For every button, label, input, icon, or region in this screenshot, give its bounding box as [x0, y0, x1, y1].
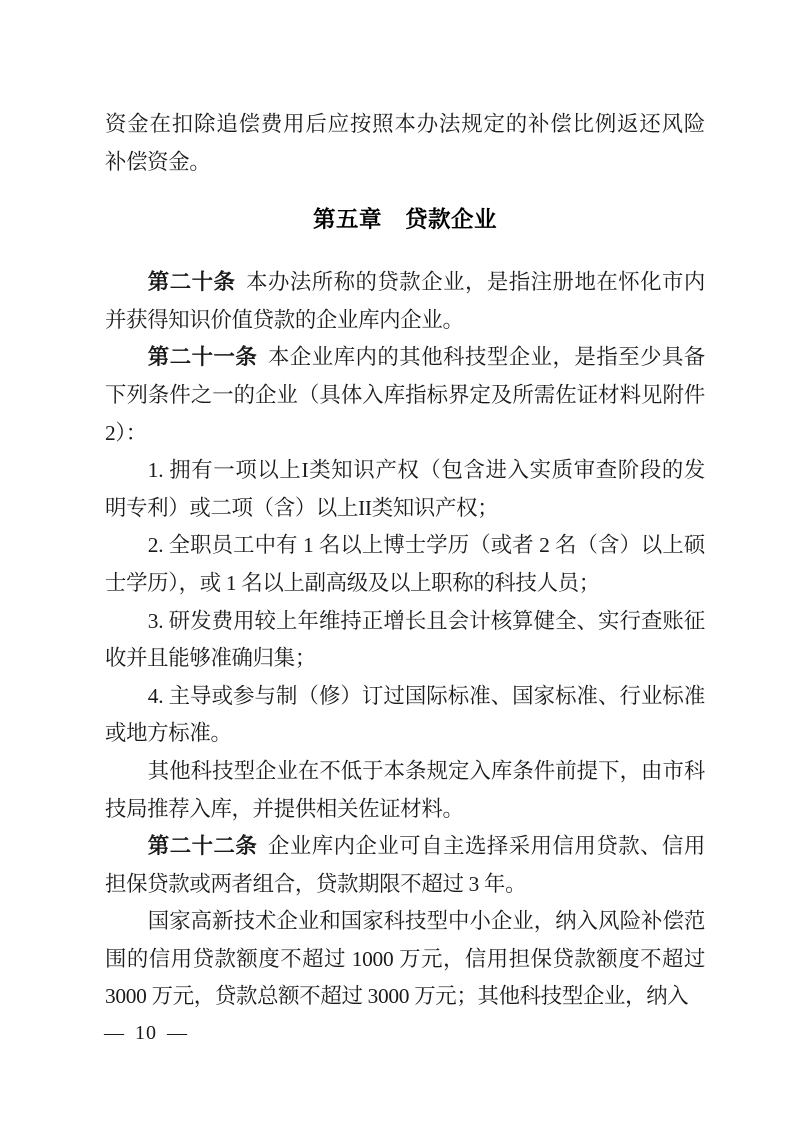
list-item-3 [105, 603, 705, 678]
list-item-1 [105, 452, 705, 527]
article-20-term: 第二十条 [147, 270, 236, 295]
text-line: 2. 全职员工中有 1 名以上博士学历（或者 2 名（含）以上硕 [147, 533, 705, 558]
article-22-text: 企业库内企业可自主选择采用信用贷款、信用 [267, 834, 705, 859]
text-line: 3. 研发费用较上年维持正增长且会计核算健全、实行查账征 [147, 608, 705, 633]
article-20-text: 本办法所称的贷款企业，是指注册地在怀化市内 [246, 270, 705, 295]
text-line: 或地方标准。 [105, 721, 232, 746]
list-item-2 [105, 527, 705, 602]
text-line: 技局推荐入库，并提供相关佐证材料。 [105, 796, 464, 821]
article-21-paragraph [105, 339, 705, 452]
article-20-paragraph [105, 264, 705, 339]
text-line: 收并且能够准确归集； [105, 646, 316, 671]
article-21-term: 第二十一条 [147, 345, 258, 370]
text-line: 士学历），或 1 名以上副高级及以上职称的科技人员； [105, 570, 600, 595]
article-21-text: 本企业库内的其他科技型企业，是指至少具备 [267, 345, 705, 370]
page-number: — 10 — [104, 1022, 188, 1044]
list-item-4 [105, 678, 705, 753]
text-line: 担保贷款或两者组合，贷款期限不超过 3 年。 [105, 871, 527, 896]
text-line: 资金在扣除追偿费用后应按照本办法规定的补偿比例返还风险 [105, 112, 705, 136]
text-line: 补偿资金。 [105, 149, 211, 174]
text-line: 其他科技型企业在不低于本条规定入库条件前提下，由市科 [147, 758, 705, 783]
text-line [105, 828, 705, 866]
text-line [105, 264, 705, 302]
page-footer [104, 1018, 188, 1048]
article-22-paragraph [105, 828, 705, 903]
text-line [105, 339, 705, 377]
paragraph-loan-quota [105, 903, 705, 1016]
paragraph-other-tech [105, 753, 705, 828]
text-line: 3000 万元，贷款总额不超过 3000 万元；其他科技型企业，纳入 [105, 984, 689, 1009]
paragraph-continuation [105, 106, 705, 181]
text-line: 围的信用贷款额度不超过 1000 万元，信用担保贷款额度不超过 [105, 946, 705, 971]
text-line: 国家高新技术企业和国家科技型中小企业，纳入风险补偿范 [147, 909, 705, 934]
document-body [105, 106, 705, 1016]
text-line: 下列条件之一的企业（具体入库指标界定及所需佐证材料见附件 [105, 382, 705, 407]
chapter-heading: 第五章 贷款企业 [312, 207, 497, 233]
article-22-term: 第二十二条 [147, 834, 258, 859]
text-line: 4. 主导或参与制（修）订过国际标准、国家标准、行业标准 [147, 683, 705, 708]
text-line: 并获得知识价值贷款的企业库内企业。 [105, 307, 464, 332]
text-line: 2）： [105, 420, 147, 445]
text-line: 1. 拥有一项以上I类知识产权（包含进入实质审查阶段的发 [147, 458, 705, 483]
text-line: 明专利）或二项（含）以上II类知识产权； [105, 495, 499, 520]
